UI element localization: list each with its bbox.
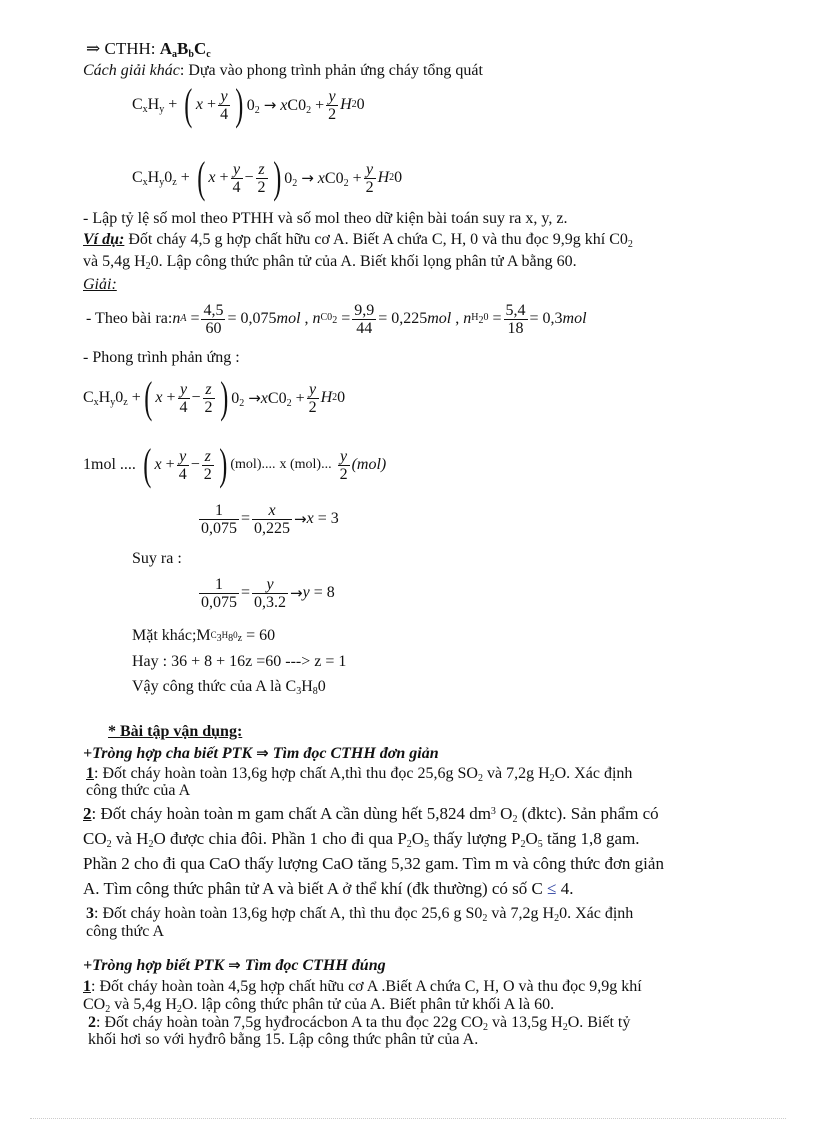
exercise-3-line-2: công thức A (86, 923, 164, 940)
section-unknown-ptk: +Tròng hợp cha biết PTK ⇒ Tìm đọc CTHH đơn giản (83, 744, 439, 762)
solve-z: Hay : 36 + 8 + 16z =60 ---> z = 1 (132, 653, 347, 670)
known-exercise-2-line-1: 2: Đốt cháy hoàn toàn 7,5g hyđrocácbon A ta thu đọc 22g $CO_2$ và 13,5g $H_2O$. Biết tỷ (88, 1014, 631, 1033)
exercise-1-line-2: công thức của A (86, 782, 191, 799)
solve-y: $\frac{1}{0,075}$ = $\frac{y}{0,3.2}$ → y = 8 (201, 575, 335, 611)
molar-mass-line: Mặt $khác;MC_3H_80_z = 60$ (132, 627, 276, 644)
implies-icon: ⇒ (228, 956, 241, 974)
exercises-heading: * Bài tập vận dụng: (108, 723, 243, 740)
section-known-ptk: +Tròng hợp biết PTK ⇒ Tìm đọc CTHH đúng (83, 956, 386, 974)
reaction-equation: $C_xH_y0_z$ + ( x + $\frac{y}{4}$ − $\frac{z}{2}$ ) $0_2 \to xC0_2$ + $\frac{y}{2}$ H 2 0 (83, 373, 346, 422)
equation-organic: $C_xH_y0_z$ + ( x + $\frac{y}{4}$ − $\frac{z}{2}$ ) $0_2 \to xC0_2$ + $\frac{y}{2}$ H 2 0 (132, 153, 403, 202)
mole-ratio-line: 1mol .... ( x + $\frac{y}{4}$ − $\frac{z}{2}$ ) (mol).... x (mol)... $\frac{y}{2}$ (mol) (83, 440, 387, 489)
alternative-method: Cách giải khác: Dựa vào phong trình phản ứng cháy tổng quát (83, 62, 483, 79)
exercise-3-line: 3: Đốt cháy hoàn toàn 13,6g hợp chất A, thì thu đọc 25,6 g $S0_2$ và 7,2g $H_20$. Xác định (86, 905, 634, 924)
conclusion-line: Vậy công thức của A là $C_3H_80$ (132, 678, 326, 697)
known-exercise-2-line-2: khối hơi so với hyđrô bằng 15. Lập công thức phân tử của A. (88, 1031, 479, 1048)
solution-heading: Giải: (83, 276, 117, 293)
therefore-label: Suy ra : (132, 550, 182, 567)
exercise-2-line-3: Phần 2 cho đi qua CaO thấy lượng CaO tăng 5,32 gam. Tìm m và công thức đơn giản (83, 854, 664, 873)
exercise-2-line-2: $CO_2$ và $H_2O$ được chia đôi. Phần 1 cho đi qua $P_2O_5$ thấy lượng $P_2O_5$ tăng 1,8 gam. (83, 829, 640, 850)
page-bottom-divider (30, 1118, 786, 1119)
reaction-heading: - Phong trình phản ứng : (83, 349, 240, 366)
ratio-instruction: - Lập tỷ lệ số mol theo PTHH và số mol theo dữ kiện bài toán suy ra x, y, z. (83, 210, 568, 227)
implies-icon: ⇒ (256, 744, 269, 762)
known-exercise-1-line-1: 1: Đốt cháy hoàn toàn 4,5g hợp chất hữu cơ A .Biết A chứa C, H, O và thu đọc 9,9g khí (83, 978, 642, 995)
known-exercise-1-line-2: $CO_2$ và 5,4g $H_2O$. lập công thức phân tử của A. Biết phân tử khối A là 60. (83, 996, 555, 1015)
solve-x: $\frac{1}{0,075}$ = $\frac{x}{0,225}$ → x = 3 (201, 501, 339, 537)
example-line-1: Ví dụ: Đốt cháy 4,5 g hợp chất hữu cơ A. Biết A chứa C, H, 0 và thu đọc 9,9g khí $C0_2$ (83, 231, 633, 250)
arrow-icon: ⇒ (86, 39, 101, 58)
given-data-line: - Theo bài ra: n A = $\frac{4,5}{60}$ = 0,075 mol , n $C0_2$ = $\frac{9,9}{44}$ = 0,225 mol , n $H_20$ = $\frac{5,4}{18}$ = 0,3 mol (86, 301, 587, 337)
equation-hydrocarbon: $C_xH_y$ + ( x + $\frac{y}{4}$ ) $0_2 \to xC0_2$ + $\frac{y}{2}$ H 2 0 (132, 80, 365, 129)
example-line-2: và 5,4g $H_20$. Lập công thức phân tử của A. Biết khối lọng phân tử A bằng 60. (83, 253, 577, 272)
exercise-1-line: 1: Đốt cháy hoàn toàn 13,6g hợp chất A,thì thu đọc 25,6g $SO_2$ và 7,2g $H_2O$. Xác định (86, 765, 633, 784)
exercise-2-line-4: A. Tìm công thức phân tử A và biết A ở thể khí (đk thường) có số C ≤ 4. (83, 879, 574, 898)
exercise-2-line-1: 2: Đốt cháy hoàn toàn m gam chất A cần dùng hết 5,824 $dm^3$ $O_2$ (đktc). Sản phẩm có (83, 804, 659, 825)
cthh-line: ⇒ CTHH: $A_aB_bC_c$ (86, 39, 211, 60)
